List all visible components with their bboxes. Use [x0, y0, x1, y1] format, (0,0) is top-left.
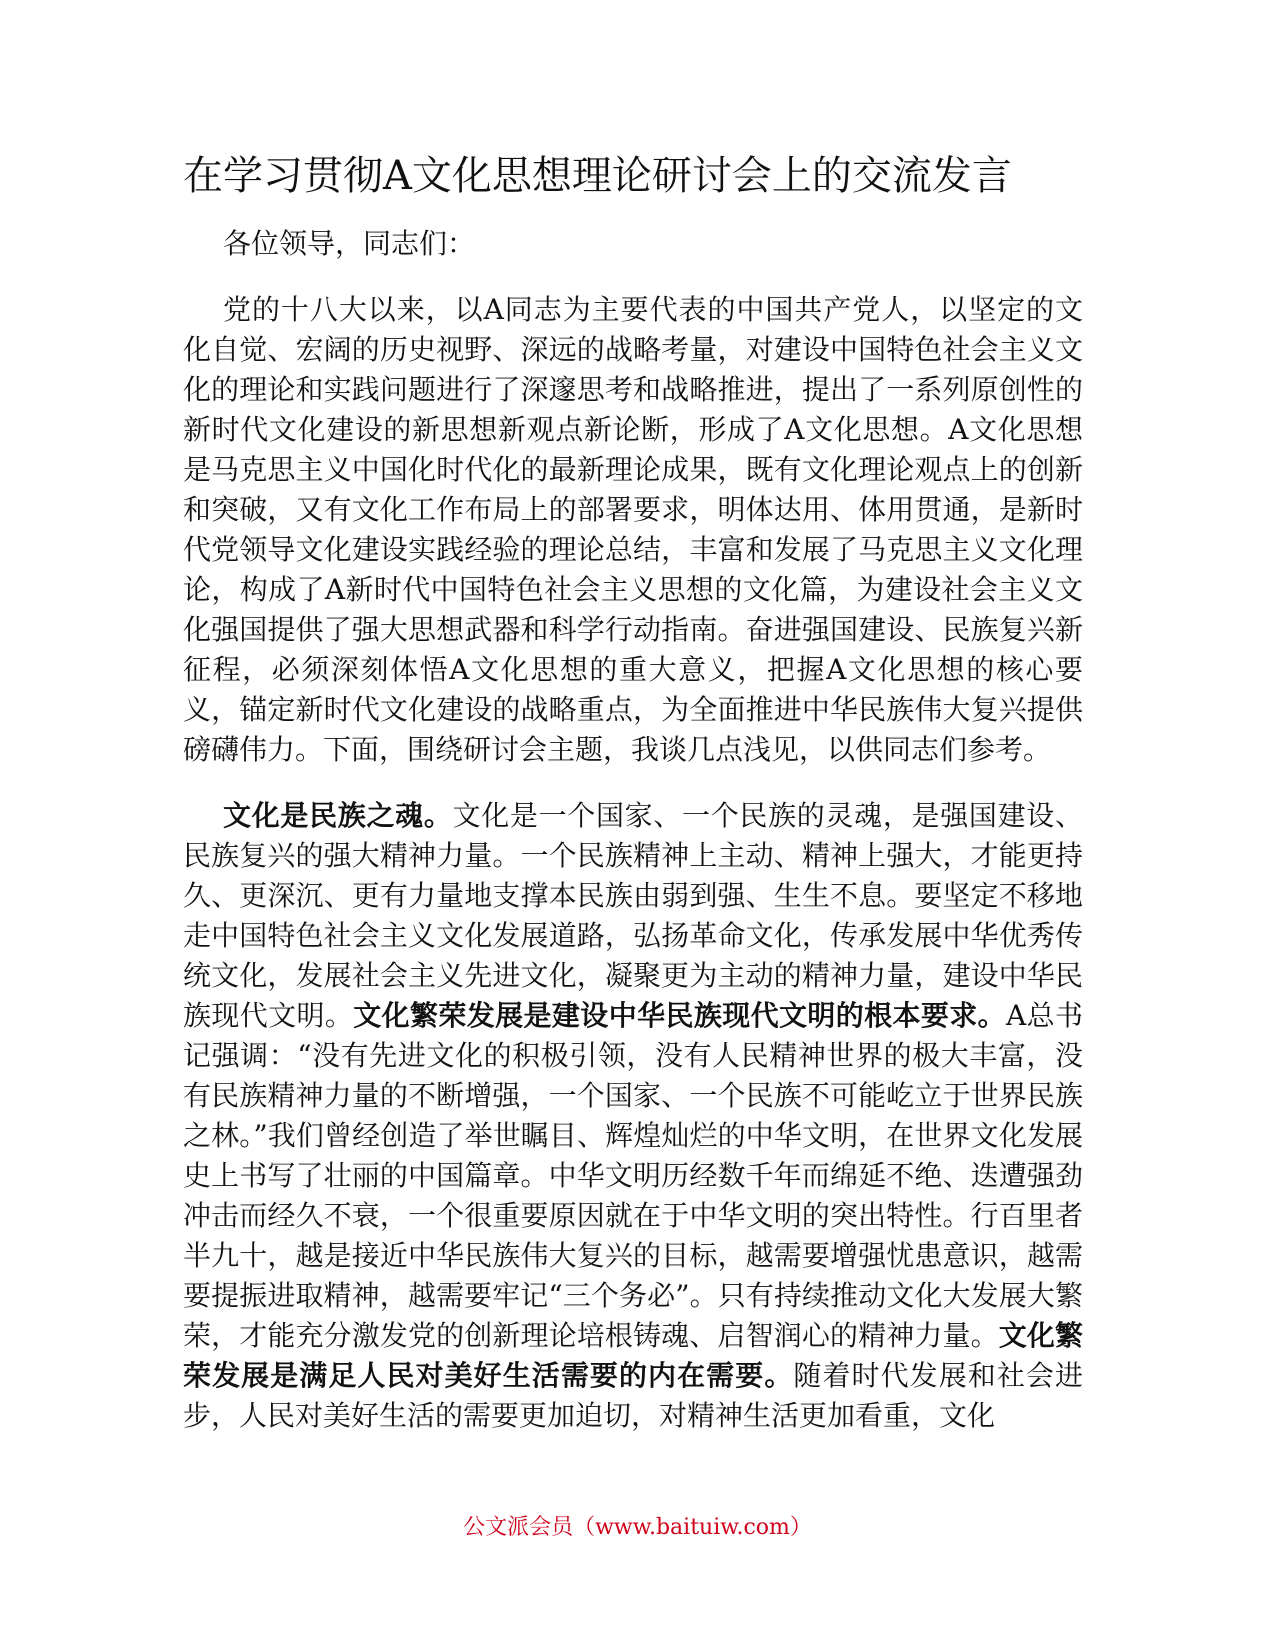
paragraph-culture — [183, 796, 1083, 1436]
paragraph-text: 随着时代发展和社会进步，人民对美好生活的需要更加迫切，对精神生活更加看重，文化 — [183, 1359, 1083, 1432]
bold-point: 文化繁荣发展是建设中华民族现代文明的根本要求。 — [353, 999, 1006, 1032]
document-page — [183, 150, 1083, 1436]
bold-point: 文化繁荣发展是满足人民对美好生活需要的内在需要。 — [183, 1319, 1083, 1392]
paragraph-text: 文化是一个国家、一个民族的灵魂，是强国建设、民族复兴的强大精神力量。一个民族精神上主动、精神上强大，才能更持久、更深沉、更有力量地支撑本民族由弱到强、生生不息。要坚定不移地走中国特色社会主义文化发展道路，弘扬革命文化，传承发展中华优秀传统文化，发展社会主义先进文化，凝聚更为主动的精神力量，建设中华民族现代文明。 — [183, 799, 1083, 1032]
paragraph-text: A总书记强调：“没有先进文化的积极引领，没有人民精神世界的极大丰富，没有民族精神力量的不断增强，一个国家、一个民族不可能屹立于世界民族之林。”我们曾经创造了举世瞩目、辉煌灿烂的中华文明，在世界文化发展史上书写了壮丽的中国篇章。中华文明历经数千年而绵延不绝、迭遭强劲冲击而经久不衰，一个很重要原因就在于中华文明的突出特性。行百里者半九十，越是接近中华民族伟大复兴的目标，越需要增强忧患意识，越需要提振进取精神，越需要牢记“三个务必”。只有持续推动文化大发展大繁荣，才能充分激发党的创新理论培根铸魂、启智润心的精神力量。 — [183, 999, 1083, 1352]
paragraph-heading: 文化是民族之魂。 — [223, 799, 453, 832]
paragraph-intro: 党的十八大以来，以A同志为主要代表的中国共产党人，以坚定的文化自觉、宏阔的历史视野、深远的战略考量，对建设中国特色社会主义文化的理论和实践问题进行了深邃思考和战略推进，提出了一系列原创性的新时代文化建设的新思想新观点新论断，形成了A文化思想。A文化思想是马克思主义中国化时代化的最新理论成果，既有文化理论观点上的创新和突破，又有文化工作布局上的部署要求，明体达用、体用贯通，是新时代党领导文化建设实践经验的理论总结，丰富和发展了马克思主义文化理论，构成了A新时代中国特色社会主义思想的文化篇，为建设社会主义文化强国提供了强大思想武器和科学行动指南。奋进强国建设、民族复兴新征程，必须深刻体悟A文化思想的重大意义，把握A文化思想的核心要义，锚定新时代文化建设的战略重点，为全面推进中华民族伟大复兴提供磅礴伟力。下面，围绕研讨会主题，我谈几点浅见，以供同志们参考。 — [183, 293, 1083, 766]
greeting: 各位领导，同志们： — [223, 227, 476, 260]
document-title: 在学习贯彻A文化思想理论研讨会上的交流发言 — [183, 153, 1012, 199]
footer-watermark: 公文派会员（www.baituiw.com） — [463, 1515, 812, 1540]
